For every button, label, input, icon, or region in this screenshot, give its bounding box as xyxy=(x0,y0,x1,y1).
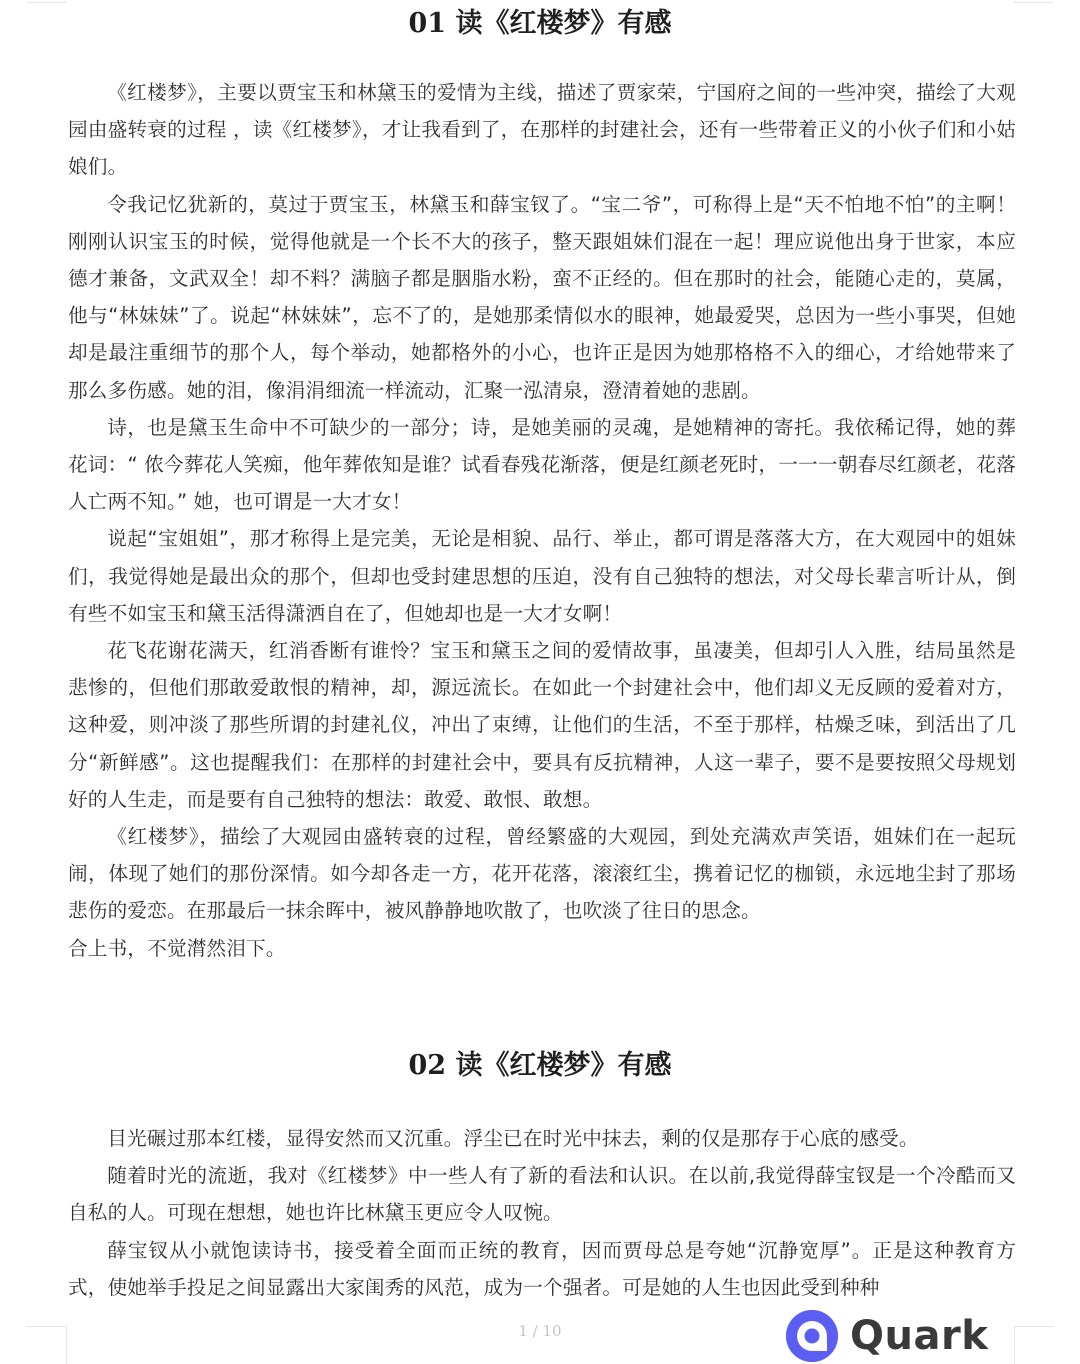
section-title: 02 读《红楼梦》有感 xyxy=(408,1050,672,1081)
paragraph: 令我记忆犹新的，莫过于贾宝玉，林黛玉和薛宝钗了。“宝二爷”，可称得上是“天不怕地不怕”的主啊！刚刚认识宝玉的时候，觉得他就是一个长不大的孩子，整天跟姐妹们混在一起！理应说他出身于世家，本应德才兼备，文武双全！却不料？满脑子都是胭脂水粉，蛮不正经的。但在那时的社会，能随心走的，莫属，他与“林妹妹”了。说起“林妹妹”，忘不了的，是她那柔情似水的眼神，她最爱哭，总因为一些小事哭，但她却是最注重细节的那个人，每个举动，她都格外的小心，也许正是因为她那格格不入的细心，才给她带来了那么多伤感。她的泪，像涓涓细流一样流动，汇聚一泓清泉，澄清着她的悲剧。 xyxy=(68,192,1016,402)
section-title: 01 读《红楼梦》有感 xyxy=(408,8,672,39)
quark-logo-icon xyxy=(786,1310,838,1362)
section-body xyxy=(68,74,1016,967)
watermark-text: Quark xyxy=(850,1313,989,1359)
paragraph: 目光碾过那本红楼，显得安然而又沉重。浮尘已在时光中抹去，剩的仅是那存于心底的感受。 xyxy=(107,1127,919,1150)
page-indicator: 1 / 10 xyxy=(518,1322,562,1340)
paragraph: 诗，也是黛玉生命中不可缺少的一部分；诗，是她美丽的灵魂，是她精神的寄托。我依稀记得，她的葬花词：“ 侬今葬花人笑痴，他年葬侬知是谁？试看春残花渐落，便是红颜老死时，一一一朝春尽红颜老，花落人亡两不知。” 她，也可谓是一大才女！ xyxy=(68,415,1016,514)
section-body xyxy=(68,1120,1016,1306)
page-corner-mark xyxy=(26,2,66,3)
page-corner-mark xyxy=(1014,2,1054,3)
paragraph: 说起“宝姐姐”，那才称得上是完美，无论是相貌、品行、举止，都可谓是落落大方，在大观园中的姐妹们，我觉得她是最出众的那个，但却也受封建思想的压迫，没有自己独特的想法，对父母长辈言听计从，倒有些不如宝玉和黛玉活得潇洒自在了，但她却也是一大才女啊！ xyxy=(68,527,1016,625)
closing-line: 合上书，不觉潸然泪下。 xyxy=(68,936,286,960)
paragraph: 花飞花谢花满天，红消香断有谁怜？宝玉和黛玉之间的爱情故事，虽凄美，但却引人入胜，结局虽然是悲惨的，但他们那敢爱敢恨的精神，却，源远流长。在如此一个封建社会中，他们却义无反顾的爱着对方，这种爱，则冲淡了那些所谓的封建礼仪，冲出了束缚，让他们的生活，不至于那样，枯燥乏味，到活出了几分“新鲜感”。这也提醒我们：在那样的封建社会中，要具有反抗精神，人这一辈子，要不是要按照父母规划好的人生走，而是要有自己独特的想法：敢爱、敢恨、敢想。 xyxy=(68,639,1016,811)
quark-watermark xyxy=(786,1308,988,1364)
paragraph: 薛宝钗从小就饱读诗书，接受着全面而正统的教育，因而贾母总是夸她“沉静宽厚”。正是这种教育方式，使她举手投足之间显露出大家闺秀的风范，成为一个强者。可是她的人生也因此受到种种 xyxy=(68,1238,1016,1299)
paragraph: 《红楼梦》，描绘了大观园由盛转衰的过程，曾经繁盛的大观园，到处充满欢声笑语，姐妹们在一起玩闹，体现了她们的那份深情。如今却各走一方，花开花落，滚滚红尘，携着记忆的枷锁，永远地尘封了那场悲伤的爱恋。在那最后一抹余晖中，被风静静地吹散了，也吹淡了往日的思念。 xyxy=(68,825,1016,923)
paragraph: 随着时光的流逝，我对《红楼梦》中一些人有了新的看法和认识。在以前,我觉得薛宝钗是一个冷酷而又自私的人。可现在想想，她也许比林黛玉更应令人叹惋。 xyxy=(68,1164,1016,1225)
paragraph: 《红楼梦》，主要以贾宝玉和林黛玉的爱情为主线，描述了贾家荣，宁国府之间的一些冲突，描绘了大观园由盛转衰的过程 ，读《红楼梦》，才让我看到了，在那样的封建社会，还有一些带着正义的小伙子们和小姑娘们。 xyxy=(68,81,1016,179)
